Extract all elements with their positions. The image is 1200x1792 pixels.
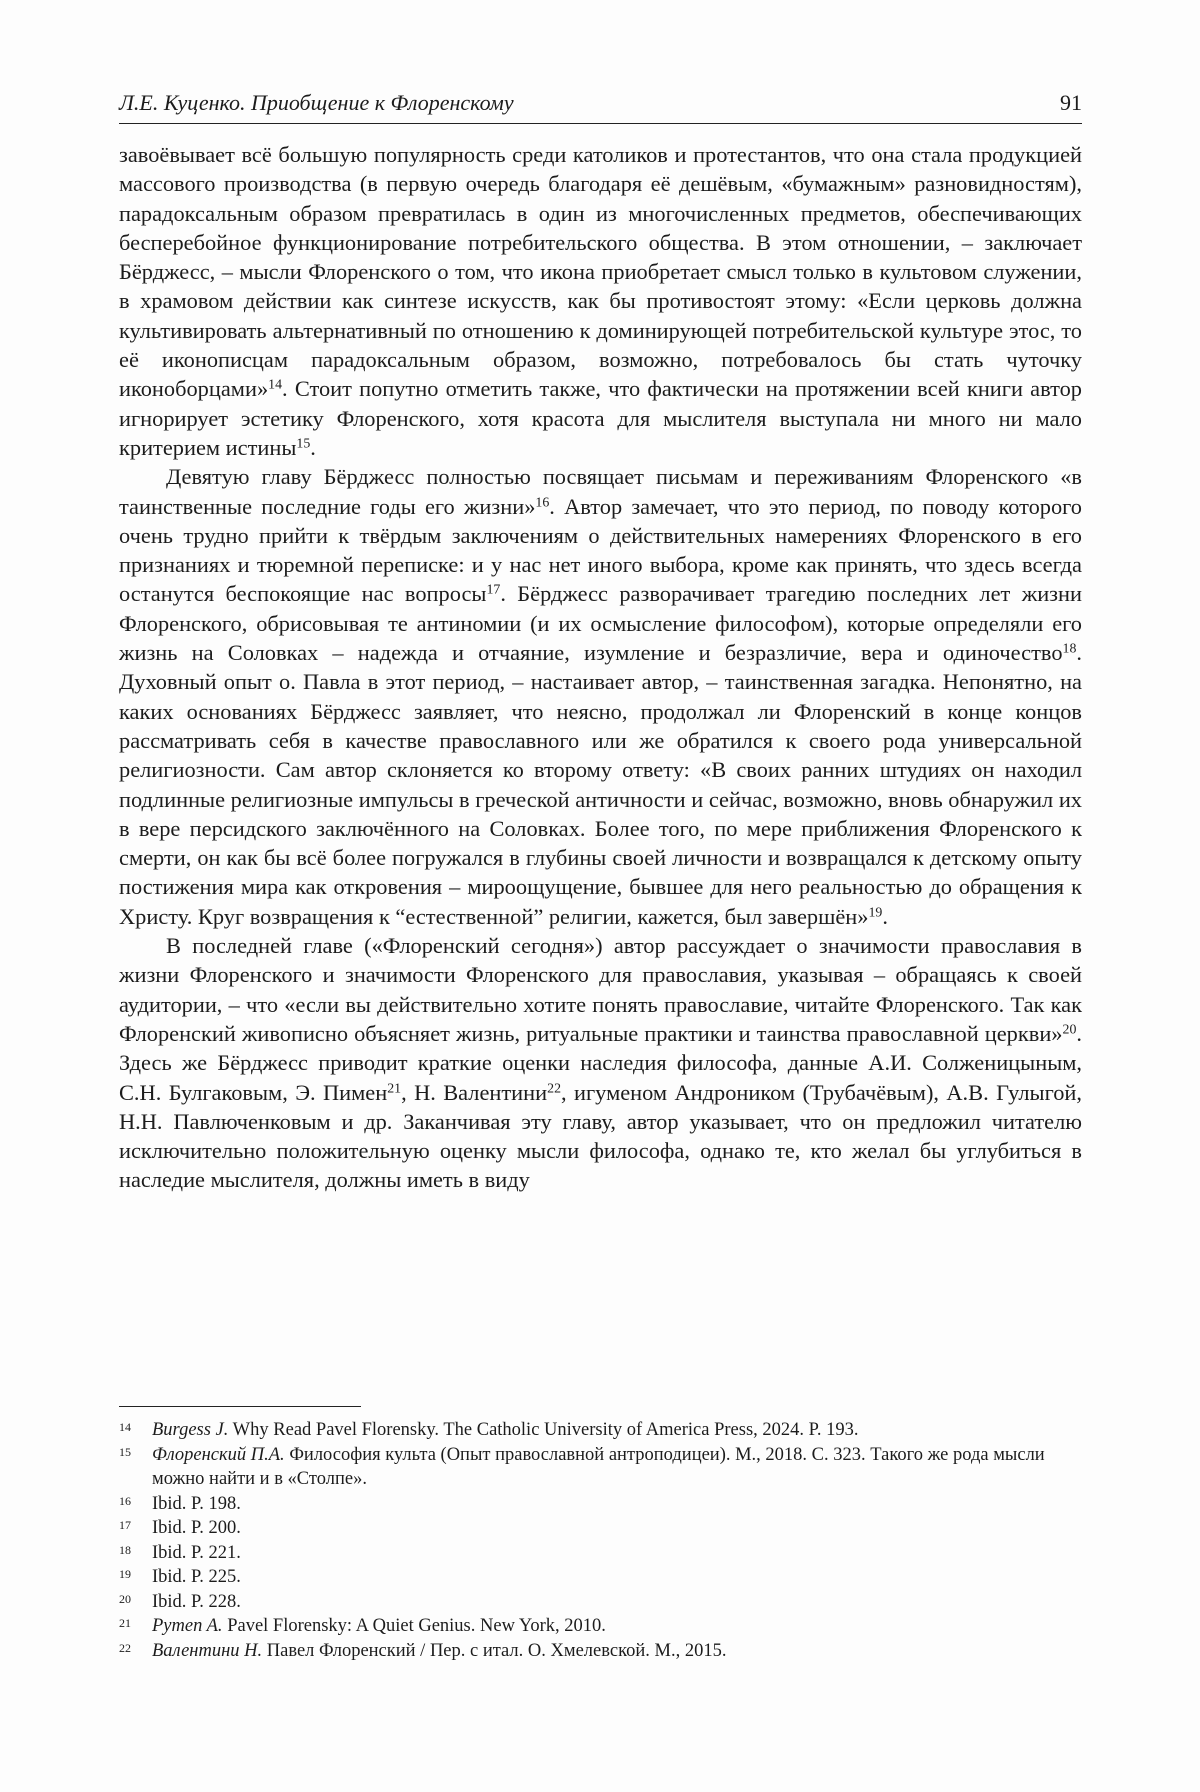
footnote-number: 15 [119,1444,131,1459]
text-run: В последней главе («Флоренский сегодня») автор рассуждает о значимости православия в жизни Флоренского и значимости Флоренского для православия, указывая – обращаясь к своей аудитории, – что «если вы действительно хотите понять православие, читайте Флоренского. Так как Флоренский живописно объясняет жизнь, ритуальные практики и таинства православной церкви» [119,933,1082,1046]
footnote-author: Флоренский П.А. [152,1444,285,1465]
text-run: . Бёрджесс разворачивает трагедию последних лет жизни Флоренского, обрисовывая те антиномии (и их осмысление философом), которые определяли его жизнь на Соловках – надежда и отчаяние, изумление и безразличие, вера и одиночество [119,581,1082,666]
paragraph-2 [119,462,1082,931]
text-run: , Н. Валентини [401,1079,548,1105]
text-run: . Стоит попутно отметить также, что фактически на протяжении всей книги автор игнорирует эстетику Флоренского, хотя красота для мыслителя выступала ни много ни мало критерием истины [119,376,1082,460]
footnote-text: Pavel Florensky: A Quiet Genius. New York, 2010. [222,1616,606,1636]
footnote-author: Pymen A. [152,1616,223,1636]
text-run: , игуменом Андроником (Трубачёвым), А.В. Гулыгой, Н.Н. Павлюченковым и др. Заканчивая эту главу, автор указывает, что он предложил читателю исключительно положительную оценку мысли философа, однако те, кто желал бы углубиться в наследие мыслителя, должны иметь в виду [119,1079,1082,1193]
footnote-number: 16 [119,1493,131,1508]
footnote-ref-16[interactable]: 16 [535,494,550,510]
footnote-15 [119,1443,1082,1492]
footnote-16 [119,1492,1082,1517]
footnote-number: 14 [119,1420,131,1434]
footnote-text: Why Read Pavel Florensky. The Catholic University of America Press, 2024. P. 193. [228,1420,859,1440]
text-run: Девятую главу Бёрджесс полностью посвящает письмам и переживаниям Флоренского «в таинственные последние годы его жизни» [119,464,1082,519]
footnote-ref-14[interactable]: 14 [268,377,283,393]
footnote-number: 18 [119,1542,131,1557]
footnotes [119,1418,1082,1663]
footnote-number: 22 [119,1640,131,1655]
paragraph-3 [119,931,1082,1195]
paragraph-1 [119,140,1082,462]
footnote-author: Burgess J. [152,1420,229,1440]
text-run: . Духовный опыт о. Павла в этот период, – настаивает автор, – таинственная загадка. Непонятно, на каких основаниях Бёрджесс заявляет, что неясно, продолжал ли Флоренский в конце концов рассматривать себя в качестве православного или же обратился к своего рода универсальной религиозности. Сам автор склоняется ко второму ответу: «В своих ранних штудиях он находил подлинные религиозные импульсы в греческой античности и сейчас, возможно, вновь обнаружил их в вере персидского заключённого на Соловках. Более того, по мере приближения Флоренского к смерти, он как бы всё более погружался в глубины своей личности и возвращался к детскому опыту постижения мира как откровения – мироощущение, бывшее для него реальностью до обращения к Христу. Круг возвращения к “естественной” религии, кажется, был завершён» [119,640,1082,929]
page-number: 91 [1060,90,1082,115]
text-run: . Здесь же Бёрджесс приводит краткие оценки наследия философа, данные А.И. Солженицыным, С.Н. Булгаковым, Э. Пимен [119,1020,1082,1105]
footnote-21 [119,1614,1082,1639]
footnote-ref-18[interactable]: 18 [1062,641,1077,657]
footnote-number: 19 [119,1567,131,1581]
footnote-text: Философия культа (Опыт православной антроподицеи). М., 2018. С. 323. Такого же рода мысли можно найти и в «Столпе». [152,1444,1045,1489]
footnote-number: 21 [119,1616,131,1630]
footnote-17 [119,1516,1082,1541]
running-head [119,88,1082,118]
footnote-19 [119,1565,1082,1590]
footnote-ref-22[interactable]: 22 [547,1080,562,1096]
footnote-ref-15[interactable]: 15 [296,436,311,452]
text-run: . [882,903,888,929]
text-run: . [310,434,316,460]
footnote-text: Ibid. P. 228. [152,1591,241,1612]
footnote-number: 17 [119,1518,131,1532]
footnote-number: 20 [119,1591,131,1606]
footnote-text: Ibid. P. 221. [152,1542,241,1563]
footnote-text: Ibid. P. 225. [152,1567,241,1587]
footnote-text: Ibid. P. 198. [152,1493,241,1514]
footnote-text: Ibid. P. 200. [152,1518,241,1538]
footnote-ref-19[interactable]: 19 [868,905,883,921]
footnote-22 [119,1639,1082,1664]
footnote-ref-17[interactable]: 17 [486,582,501,598]
footnote-14 [119,1418,1082,1443]
footnote-author: Валентини Н. [152,1640,263,1661]
footnote-20 [119,1590,1082,1615]
text-run: завоёвывает всё большую популярность среди католиков и протестантов, что она стала продукцией массового производства (в первую очередь благодаря её дешёвым, «бумажным» разновидностям), парадоксальным образом превратилась в один из многочисленных предметов, обеспечивающих бесперебойное функционирование потребительского общества. В этом отношении, – заключает Бёрджесс, – мысли Флоренского о том, что икона приобретает смысл только в культовом служении, в храмовом действии как синтезе искусств, как бы противостоят этому: «Если церковь должна культивировать альтернативный по отношению к доминирующей потребительской культуре этос, то её иконописцам парадоксальным образом, возможно, потребовалось бы стать чуточку иконоборцами» [119,142,1082,402]
running-title: Л.Е. Куценко. Приобщение к Флоренскому [119,90,514,115]
body-text [119,140,1082,1195]
header-rule [119,123,1082,124]
footnote-separator [119,1406,361,1407]
footnote-18 [119,1541,1082,1566]
footnote-ref-20[interactable]: 20 [1062,1022,1077,1038]
footnote-ref-21[interactable]: 21 [387,1080,402,1096]
text-run: . Автор замечает, что это период, по поводу которого очень трудно прийти к твёрдым заключениям о действительных намерениях Флоренского в его признаниях и тюремной переписке: и у нас нет иного выбора, кроме как принять, что здесь всегда останутся беспокоящие нас вопросы [119,493,1082,607]
footnote-text: Павел Флоренский / Пер. с итал. О. Хмелевской. М., 2015. [262,1640,727,1661]
